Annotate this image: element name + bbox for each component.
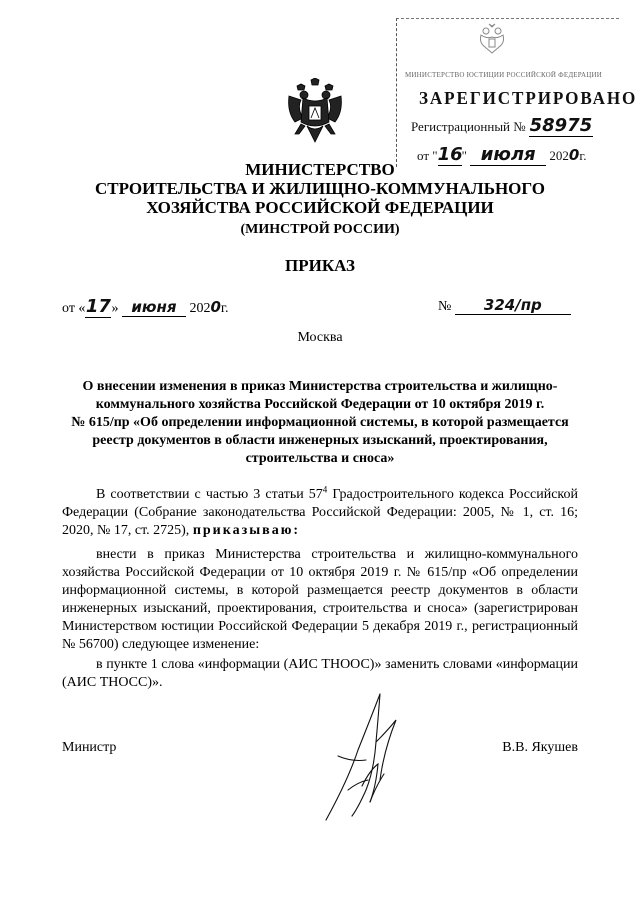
stamp-date-year-suffix: 0 (568, 146, 580, 164)
order-number-label: № (438, 299, 452, 314)
ministry-line-1: МИНИСТЕРСТВО (245, 160, 395, 179)
order-date-mid: » (111, 301, 119, 316)
signatory-position: Министр (62, 740, 117, 755)
stamp-date: от "16" июля 2020г. (417, 144, 587, 165)
document-type: ПРИКАЗ (285, 256, 355, 275)
stamp-date-month: июля (470, 144, 546, 166)
ministry-abbreviation: (МИНСТРОЙ РОССИИ) (240, 222, 400, 237)
order-number (438, 296, 571, 315)
registration-stamp (396, 18, 638, 167)
order-verb: приказываю: (192, 523, 301, 538)
order-date-year-suffix: 0 (210, 298, 221, 316)
order-date-suffix: г. (220, 301, 229, 316)
stamp-registered-label: ЗАРЕГИСТРИРОВАНО (419, 88, 638, 108)
order-date-year-prefix: 202 (189, 301, 211, 316)
title-line-1: О внесении изменения в приказ Министерства строительства и жилищно- (82, 379, 558, 394)
stamp-reg-number-label: Регистрационный № (411, 119, 526, 134)
title-line-3: № 615/пр «Об определении информационной системы, в которой размещается (71, 415, 569, 430)
ministry-line-3: ХОЗЯЙСТВА РОССИЙСКОЙ ФЕДЕРАЦИИ (146, 198, 494, 217)
signatory-name: В.В. Якушев (502, 740, 578, 755)
ministry-line-2: СТРОИТЕЛЬСТВА И ЖИЛИЩНО-КОММУНАЛЬНОГО (94, 179, 546, 198)
order-date-prefix: от « (62, 301, 86, 316)
coat-of-arms-icon (477, 23, 507, 57)
stamp-date-day: 16 (437, 144, 463, 165)
stamp-date-year-prefix: 202 (549, 148, 569, 163)
ministry-name (60, 160, 580, 217)
handwritten-signature (318, 690, 418, 830)
order-number-value: 324/пр (455, 296, 571, 315)
order-date-day: 17 (85, 296, 111, 317)
title-line-4: реестр документов в области инженерных изысканий, проектирования, (92, 433, 548, 448)
amendment-paragraph: внести в приказ Министерства строительства и жилищно-коммунального хозяйства Российской Федерации от 10 октября 2019 г. № 615/пр «Об определении информационной системы, в которой размещается реестр документов в области инженерных изысканий, проектирования, строительства и сноса» (зарегистрирован Министерством юстиции Российской Федерации 5 декабря 2019 г., регистрационный № 56700) следующее изменение: (62, 547, 578, 652)
preamble-text-b: Градостроительного кодекса Российской Федерации (Собрание законодательства Российской Федерации: 2005, № 1, ст. 16; 2020, № 17, ст. 2725), (62, 487, 579, 538)
coat-of-arms-icon (287, 78, 343, 148)
order-date-month: июня (122, 298, 186, 317)
title-line-2: коммунального хозяйства Российской Федерации от 10 октября 2019 г. (95, 397, 545, 412)
preamble-superscript: 4 (322, 484, 328, 495)
city: Москва (297, 330, 343, 345)
stamp-date-suffix: г. (579, 148, 587, 163)
preamble-paragraph (62, 486, 578, 540)
stamp-date-prefix: от (417, 148, 430, 163)
order-title (62, 378, 578, 468)
stamp-ministry-line: МИНИСТЕРСТВО ЮСТИЦИИ РОССИЙСКОЙ ФЕДЕРАЦИИ (405, 71, 602, 79)
change-paragraph: в пункте 1 слова «информации (АИС ТНООС)» заменить словами «информации (АИС ТНОСС)». (62, 657, 578, 690)
title-line-5: строительства и сноса» (245, 451, 395, 466)
stamp-registration-number (411, 115, 593, 137)
stamp-reg-number-value: 58975 (529, 115, 593, 136)
preamble-text-a: В соответствии с частью 3 статьи 57 (96, 487, 323, 502)
order-date (62, 296, 229, 318)
